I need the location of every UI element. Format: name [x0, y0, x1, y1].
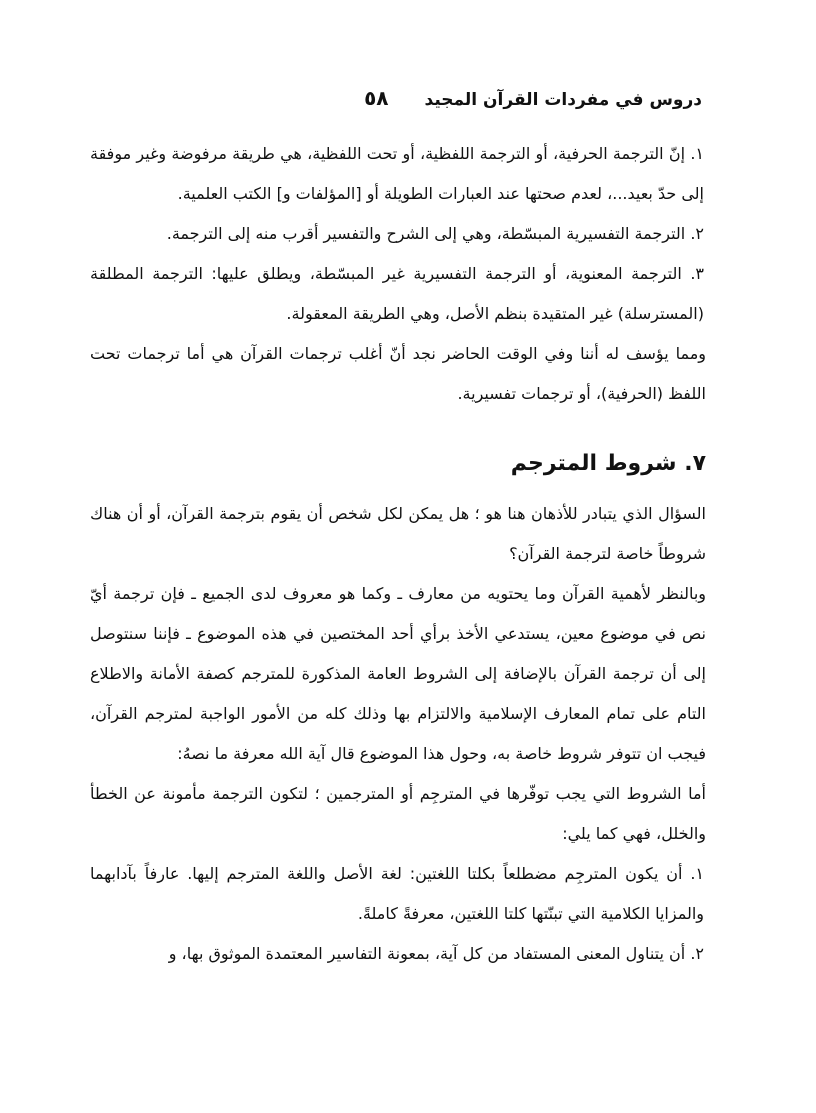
section-heading: ٧. شروط المترجم [510, 451, 706, 476]
paragraph: وبالنظر لأهمية القرآن وما يحتويه من معارف ـ وكما هو معروف لدى الجميع ـ فإن ترجمة أيّ نص في موضوع معين، يستدعي الأخذ برأي أحد المختصين في هذه الموضوع ـ فإننا سنتوصل إلى أن ترجمة القرآن بالإضافة إلى الشروط العامة المذكورة للمترجم كصفة الأمانة والاطلاع التام على تمام المعارف الإسلامية والالتزام بها وذلك كله من الأمور الواجبة لمترجم القرآن، فيجب ان تتوفر شروط خاصة به، وحول هذا الموضوع قال آية الله معرفة ما نصهُ: [90, 584, 706, 763]
running-header [90, 80, 706, 116]
list-item: ٣. الترجمة المعنوية، أو الترجمة التفسيرية غير المبسّطة، ويطلق عليها: الترجمة المطلقة (المسترسلة) غير المتقيدة بنظم الأصل، وهي الطريقة المعقولة. [90, 264, 704, 323]
paragraph: أما الشروط التي يجب توفّرها في المترجِم أو المترجمين ؛ لتكون الترجمة مأمونة عن الخطأ والخلل، فهي كما يلي: [90, 784, 706, 843]
list-item: ٢. أن يتناول المعنى المستفاد من كل آية، بمعونة التفاسير المعتمدة الموثوق بها، و [168, 944, 704, 963]
book-title: دروس في مفردات القرآن المجيد [424, 90, 702, 110]
list-item: ١. أن يكون المترجِم مضطلعاً بكلتا اللغتين: لغة الأصل واللغة المترجم إليها. عارفاً بآدابهما والمزايا الكلامية التي تبنّتها كلتا اللغتين، معرفةً كاملةً. [90, 864, 704, 923]
list-item: ٢. الترجمة التفسيرية المبسّطة، وهي إلى الشرح والتفسير أقرب منه إلى الترجمة. [166, 224, 704, 243]
body-text [90, 134, 706, 974]
page-number: ٥٨ [364, 86, 389, 110]
paragraph: السؤال الذي يتبادر للأذهان هنا هو ؛ هل يمكن لكل شخص أن يقوم بترجمة القرآن، أو أن هناك شروطاً خاصة لترجمة القرآن؟ [90, 504, 706, 563]
list-item: ١. إنّ الترجمة الحرفية، أو الترجمة اللفظية، أو تحت اللفظية، هي طريقة مرفوضة وغير موفقة إلى حدّ بعيد...، لعدم صحتها عند العبارات الطويلة أو [المؤلفات و] الكتب العلمية. [90, 144, 704, 203]
paragraph: ومما يؤسف له أننا وفي الوقت الحاضر نجد أنّ أغلب ترجمات القرآن هي أما ترجمات تحت اللفظ (الحرفية)، أو ترجمات تفسيرية. [90, 344, 706, 403]
